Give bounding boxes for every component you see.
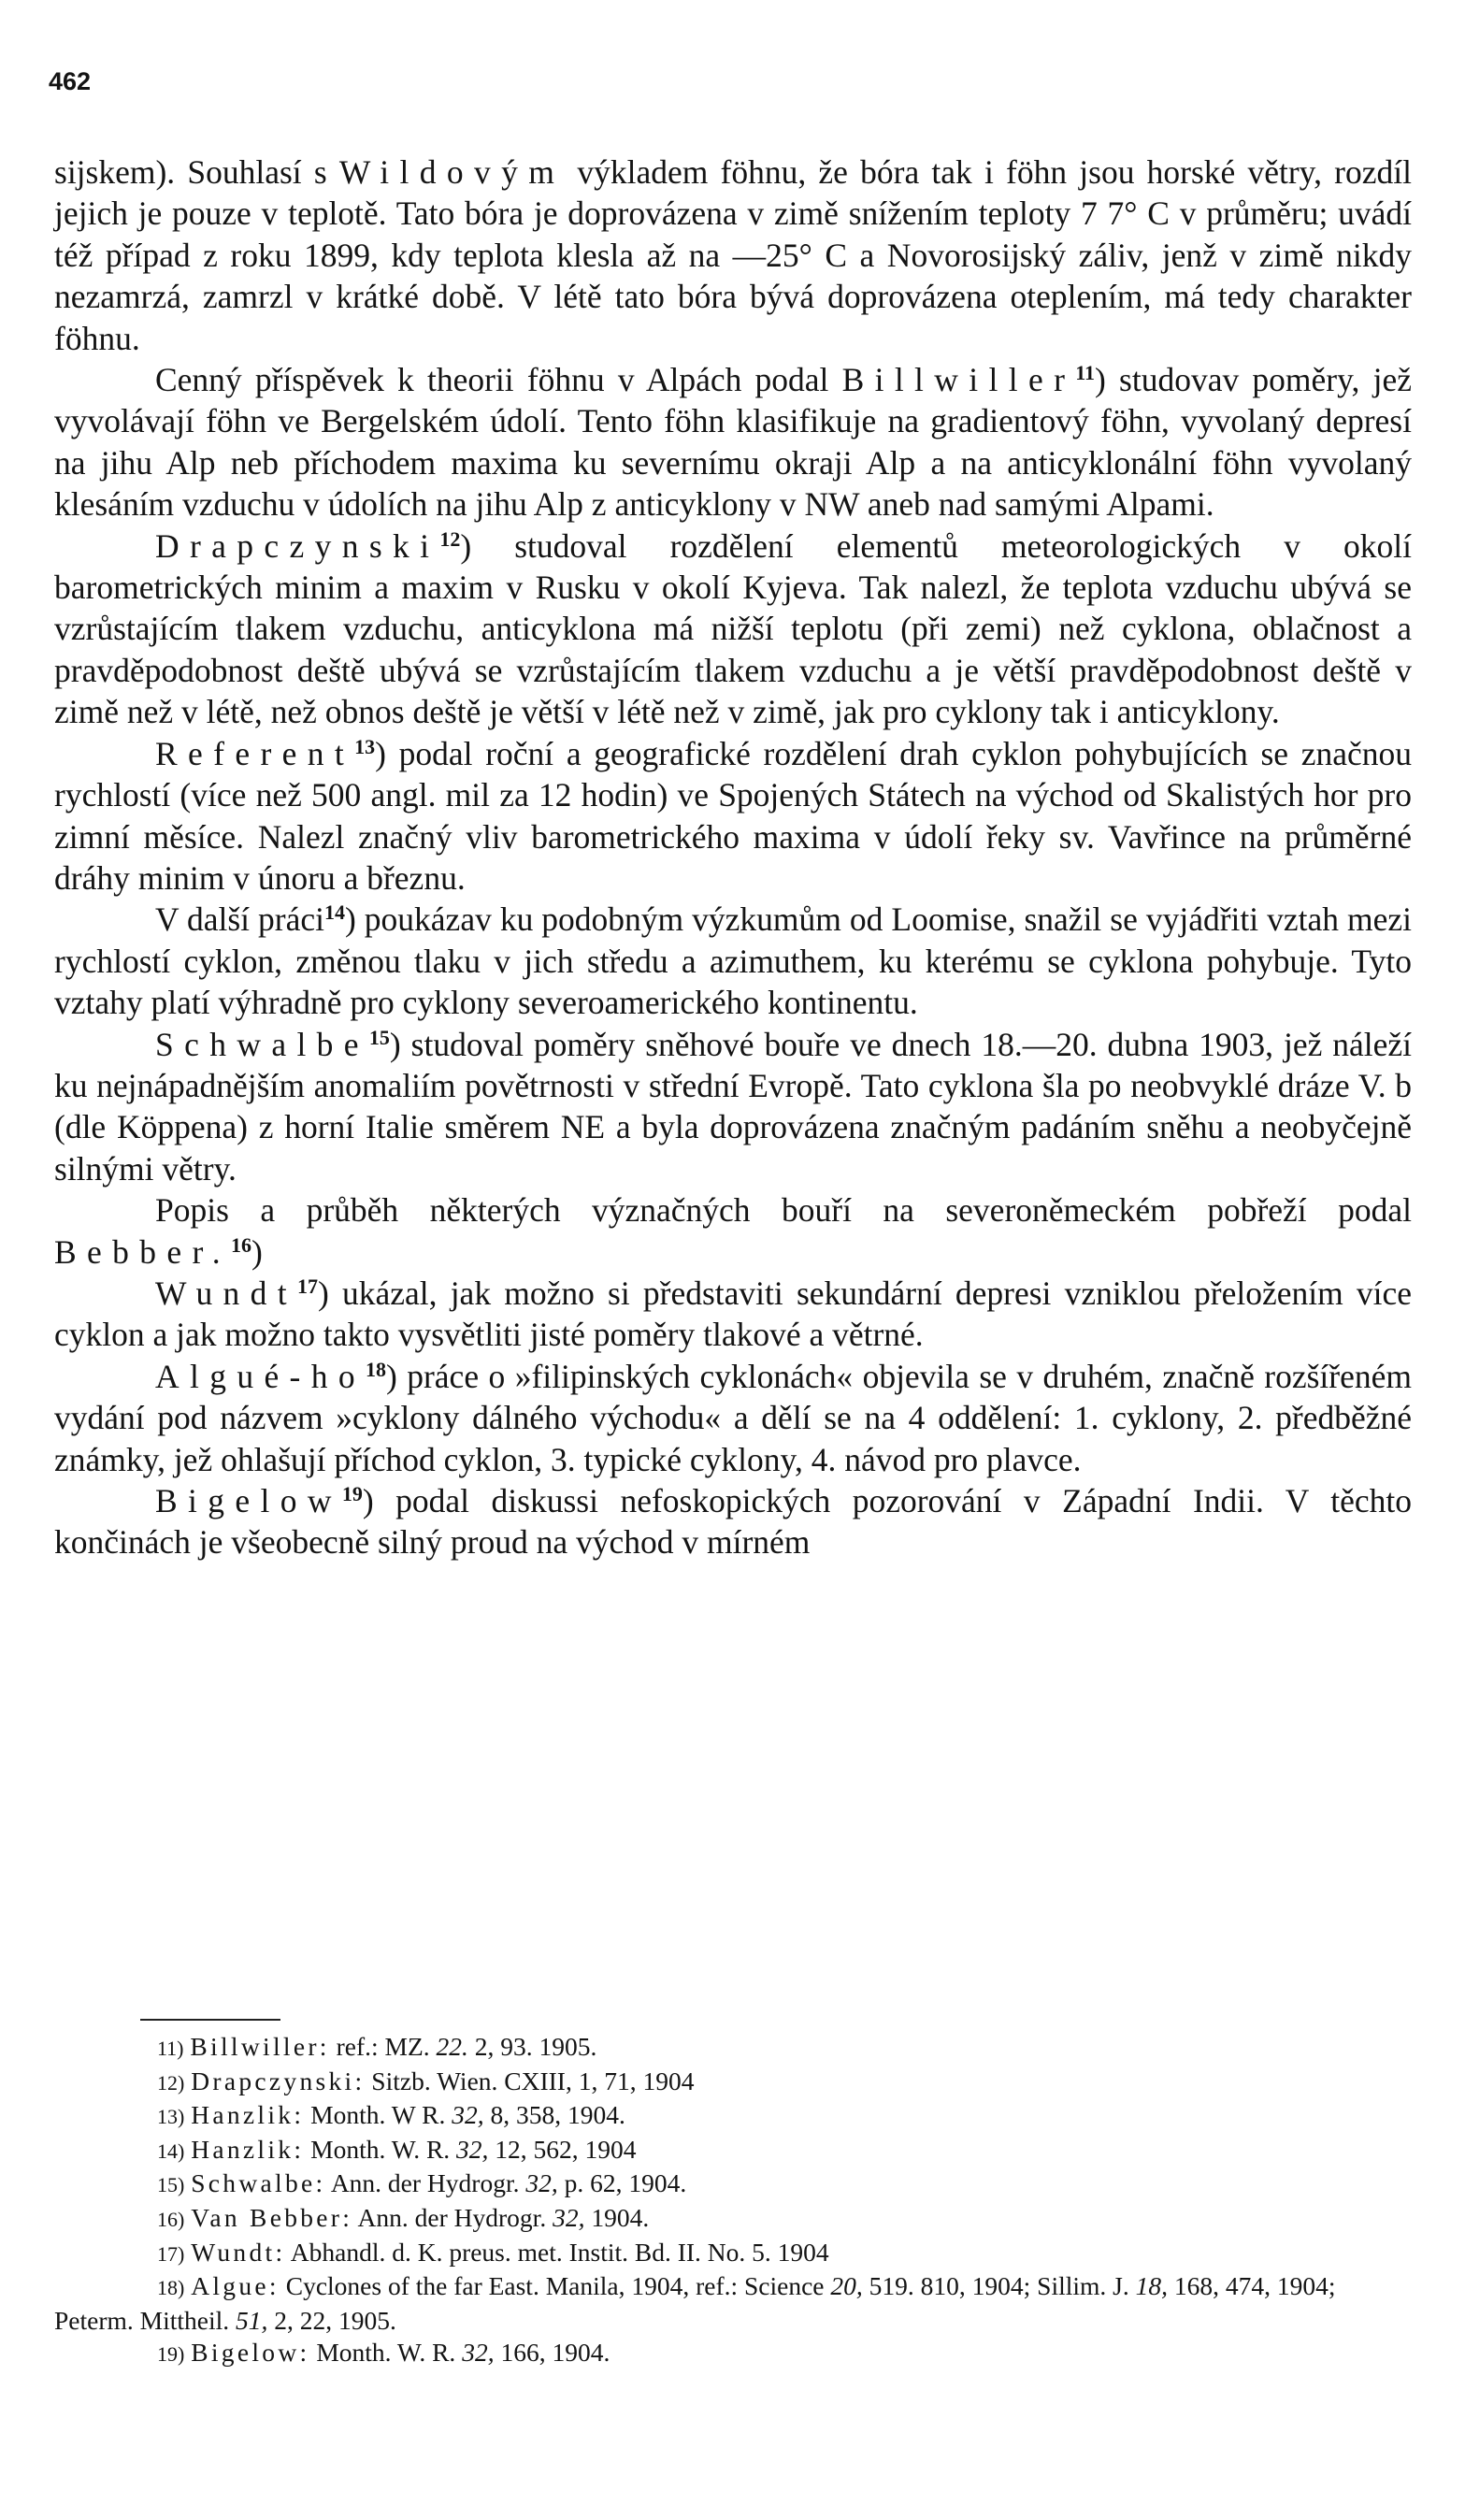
footnote-author: Hanzlik: <box>191 2134 305 2164</box>
footnote-reference: 14 <box>323 900 345 925</box>
volume-number: 20, <box>830 2271 863 2301</box>
footnote-rule <box>140 2019 280 2021</box>
footnote <box>54 2134 1412 2168</box>
footnote-marker: 15) <box>157 2173 185 2197</box>
footnote-text: 166, 1904. <box>494 2338 610 2368</box>
footnote-text: 168, 474, 1904; Peterm. Mittheil. <box>54 2271 1336 2335</box>
text-run: sijskem). Souhlasí s <box>54 153 339 191</box>
text-run: Cenný příspěvek k theorii föhnu v Alpách podal <box>155 361 842 399</box>
author-name: Wundt <box>155 1274 297 1312</box>
footnote-author: Van Bebber: <box>191 2202 353 2232</box>
text-run: ) studoval rozdělení elementů meteorologických v okolí barometrických minim a maxim v Rusku v okolí Kyjeva. Tak nalezl, že teplota vzduchu ubývá se vzrůstajícím tlakem vzduchu, anticyklona má nižší teplotu (při zemi) než cyklona, oblačnost a pravděpodobnost deště ubývá se vzrůstajícím tlakem vzduchu a je větší pravděpodobnost deště v zimě než v létě, než obnos deště je větší v létě než v zimě, jak pro cyklony tak i anticyklony. <box>54 526 1412 731</box>
volume-number: 32, <box>452 2100 484 2130</box>
paragraph <box>54 1024 1412 1190</box>
footnote-marker: 14) <box>157 2138 185 2163</box>
footnote-text: ref.: MZ. <box>329 2032 437 2061</box>
text-run: Popis a průběh některých význačných bouří na severoněmeckém pobřeží podal <box>155 1191 1412 1230</box>
footnote-reference: 12 <box>439 526 461 551</box>
text-run: ) poukázav ku podobným výzkumům od Loomise, snažil se vyjádřiti vztah mezi rychlostí cyklon, změnou tlaku v jich středu a azimuthem, ku kterému se cyklona pohybuje. Tyto vztahy platí výhradně pro cyklony severoamerického kontinentu. <box>54 900 1412 1022</box>
paragraph <box>54 526 1412 733</box>
footnote-reference: 13 <box>354 734 376 758</box>
author-name: Drapczynski <box>155 526 440 565</box>
footnote-reference: 11 <box>1075 360 1096 384</box>
paragraph <box>54 151 1412 359</box>
footnote-text: Month. W. R. <box>309 2338 463 2368</box>
author-name: Bigelow <box>155 1482 342 1519</box>
page-number: 462 <box>49 67 92 95</box>
footnote-text: Ann. der Hydrogr. <box>352 2202 553 2232</box>
footnotes <box>54 2031 1412 2371</box>
footnote-marker: 17) <box>157 2241 185 2266</box>
footnote <box>54 2202 1412 2237</box>
author-name: Billwiller <box>841 361 1076 399</box>
footnote-reference: 18 <box>365 1357 386 1381</box>
footnote-text: Month. W. R. <box>304 2134 457 2164</box>
paragraph <box>54 1189 1412 1273</box>
footnote-reference: 19 <box>341 1481 363 1505</box>
footnote-text: 8, 358, 1904. <box>483 2100 625 2130</box>
footnote <box>54 2270 1412 2337</box>
footnote-marker: 11) <box>157 2037 184 2060</box>
footnote-author: Algue: <box>191 2271 280 2301</box>
footnote-reference: 15 <box>368 1025 390 1049</box>
footnote-text: Cyclones of the far East. Manila, 1904, ref.: Science <box>279 2271 831 2301</box>
text-run: ) podal roční a geografické rozdělení drah cyklon pohybujících se značnou rychlostí (více než 500 angl. mil za 12 hodin) ve Spojených Státech na východ od Skalistých hor pro zimní měsíce. Nalezl značný vliv barometrického maxima v údolí řeky sv. Vavřince na průměrné dráhy minim v únoru a březnu. <box>54 734 1412 897</box>
footnote <box>54 2099 1412 2134</box>
footnote-author: Schwalbe: <box>191 2168 326 2198</box>
volume-number: 32, <box>456 2134 489 2164</box>
footnote <box>54 2337 1412 2371</box>
footnote-author: Wundt: <box>191 2237 286 2267</box>
volume-number: 32, <box>462 2338 495 2368</box>
author-name: Referent <box>155 734 355 772</box>
footnote-text: 519. 810, 1904; Sillim. J. <box>862 2271 1136 2301</box>
paragraph <box>54 1480 1412 1563</box>
volume-number: 51, <box>236 2305 268 2335</box>
paragraph <box>54 359 1412 526</box>
author-name: Schwalbe <box>155 1025 369 1063</box>
footnote-marker: 13) <box>157 2105 185 2129</box>
footnote-text: 2, 93. 1905. <box>467 2032 597 2061</box>
footnote-text: 2, 22, 1905. <box>267 2305 396 2335</box>
text-run: ) práce o »filipinských cyklonách« objevila se v druhém, značně rozšířeném vydání pod názvem »cyklony dálného východu« a dělí se na 4 oddělení: 1. cyklony, 2. předběžné známky, jež ohlašují příchod cyklon, 3. typické cyklony, 4. návod pro plavce. <box>54 1357 1412 1478</box>
paragraph <box>54 899 1412 1023</box>
footnote-text: Sitzb. Wien. CXIII, 1, 71, 1904 <box>365 2066 695 2095</box>
text-run: V další práci <box>155 900 324 939</box>
text-run: ) <box>251 1232 263 1271</box>
footnote-text: p. 62, 1904. <box>557 2168 687 2198</box>
footnote-text: Month. W R. <box>304 2100 452 2130</box>
footnote-marker: 12) <box>157 2070 185 2095</box>
footnote-text: Abhandl. d. K. preus. met. Instit. Bd. II. No. 5. 1904 <box>285 2237 829 2267</box>
footnote <box>54 2031 1412 2066</box>
volume-number: 32, <box>525 2168 558 2198</box>
paragraph <box>54 733 1412 900</box>
author-name: Wildovým <box>338 153 566 191</box>
text-run: výkladem föhnu, že bóra tak i föhn jsou horské větry, rozdíl jejich je pouze v teplotě. Tato bóra je doprovázena v zimě snížením teploty 7 7° C v průměru; uvádí též případ z roku 1899, kdy teplota klesla až na —25° C a Novorosijský záliv, jenž v zimě nikdy nezamrzá, zamrzl v krátké době. V létě tato bóra bývá doprovázena oteplením, má tedy charakter föhnu. <box>54 153 1412 357</box>
paragraph <box>54 1273 1412 1356</box>
author-name: Bebber. <box>54 1232 231 1271</box>
footnote-marker: 18) <box>157 2276 185 2300</box>
text-run: ) ukázal, jak možno si představiti sekundární depresi vzniklou přeložením více cyklon a jak možno takto vysvětliti jisté poměry tlakové a větrné. <box>54 1274 1412 1354</box>
footnote-text: 12, 562, 1904 <box>488 2134 637 2164</box>
text-run: ) studovav poměry, jež vyvolávají föhn ve Bergelském údolí. Tento föhn klasifikuje na gradientový föhn, vyvolaný depresí na jihu Alp neb příchodem maxima ku severnímu okraji Alp a na anticyklonální föhn vyvolaný klesáním vzduchu v údolích na jihu Alp z anticyklony v NW aneb nad samými Alpami. <box>54 361 1412 524</box>
text-run: ) podal diskussi nefoskopických pozorování v Západní Indii. V těchto končinách je všeobecně silný proud na východ v mírném <box>54 1482 1412 1562</box>
author-name: Algué-ho <box>155 1357 366 1395</box>
volume-number: 32, <box>553 2202 585 2232</box>
footnote-marker: 16) <box>157 2207 185 2231</box>
paragraph <box>54 1356 1412 1480</box>
text-run: ) studoval poměry sněhové bouře ve dnech 18.—20. dubna 1903, jež náleží ku nejnápadnějším anomaliím povětrnosti v střední Evropě. Tato cyklona šla po neobvyklé dráze V. b (dle Köppena) z horní Italie směrem NE a byla doprovázena značným padáním sněhu a neobyčejně silnými větry. <box>54 1025 1412 1188</box>
footnote-text: 1904. <box>584 2202 650 2232</box>
body-text <box>54 151 1412 1563</box>
footnote-author: Hanzlik: <box>191 2100 305 2130</box>
footnote-text: Ann. der Hydrogr. <box>325 2168 526 2198</box>
footnote <box>54 2167 1412 2202</box>
footnote-author: Billwiller: <box>190 2032 330 2061</box>
footnote-reference: 17 <box>297 1274 318 1298</box>
footnote-author: Bigelow: <box>191 2338 310 2368</box>
volume-number: 18, <box>1135 2271 1168 2301</box>
footnote <box>54 2066 1412 2100</box>
footnote-reference: 16 <box>230 1232 251 1257</box>
footnote-marker: 19) <box>157 2342 185 2367</box>
footnote <box>54 2237 1412 2271</box>
footnote-author: Drapczynski: <box>191 2066 366 2095</box>
volume-number: 22. <box>436 2032 468 2061</box>
